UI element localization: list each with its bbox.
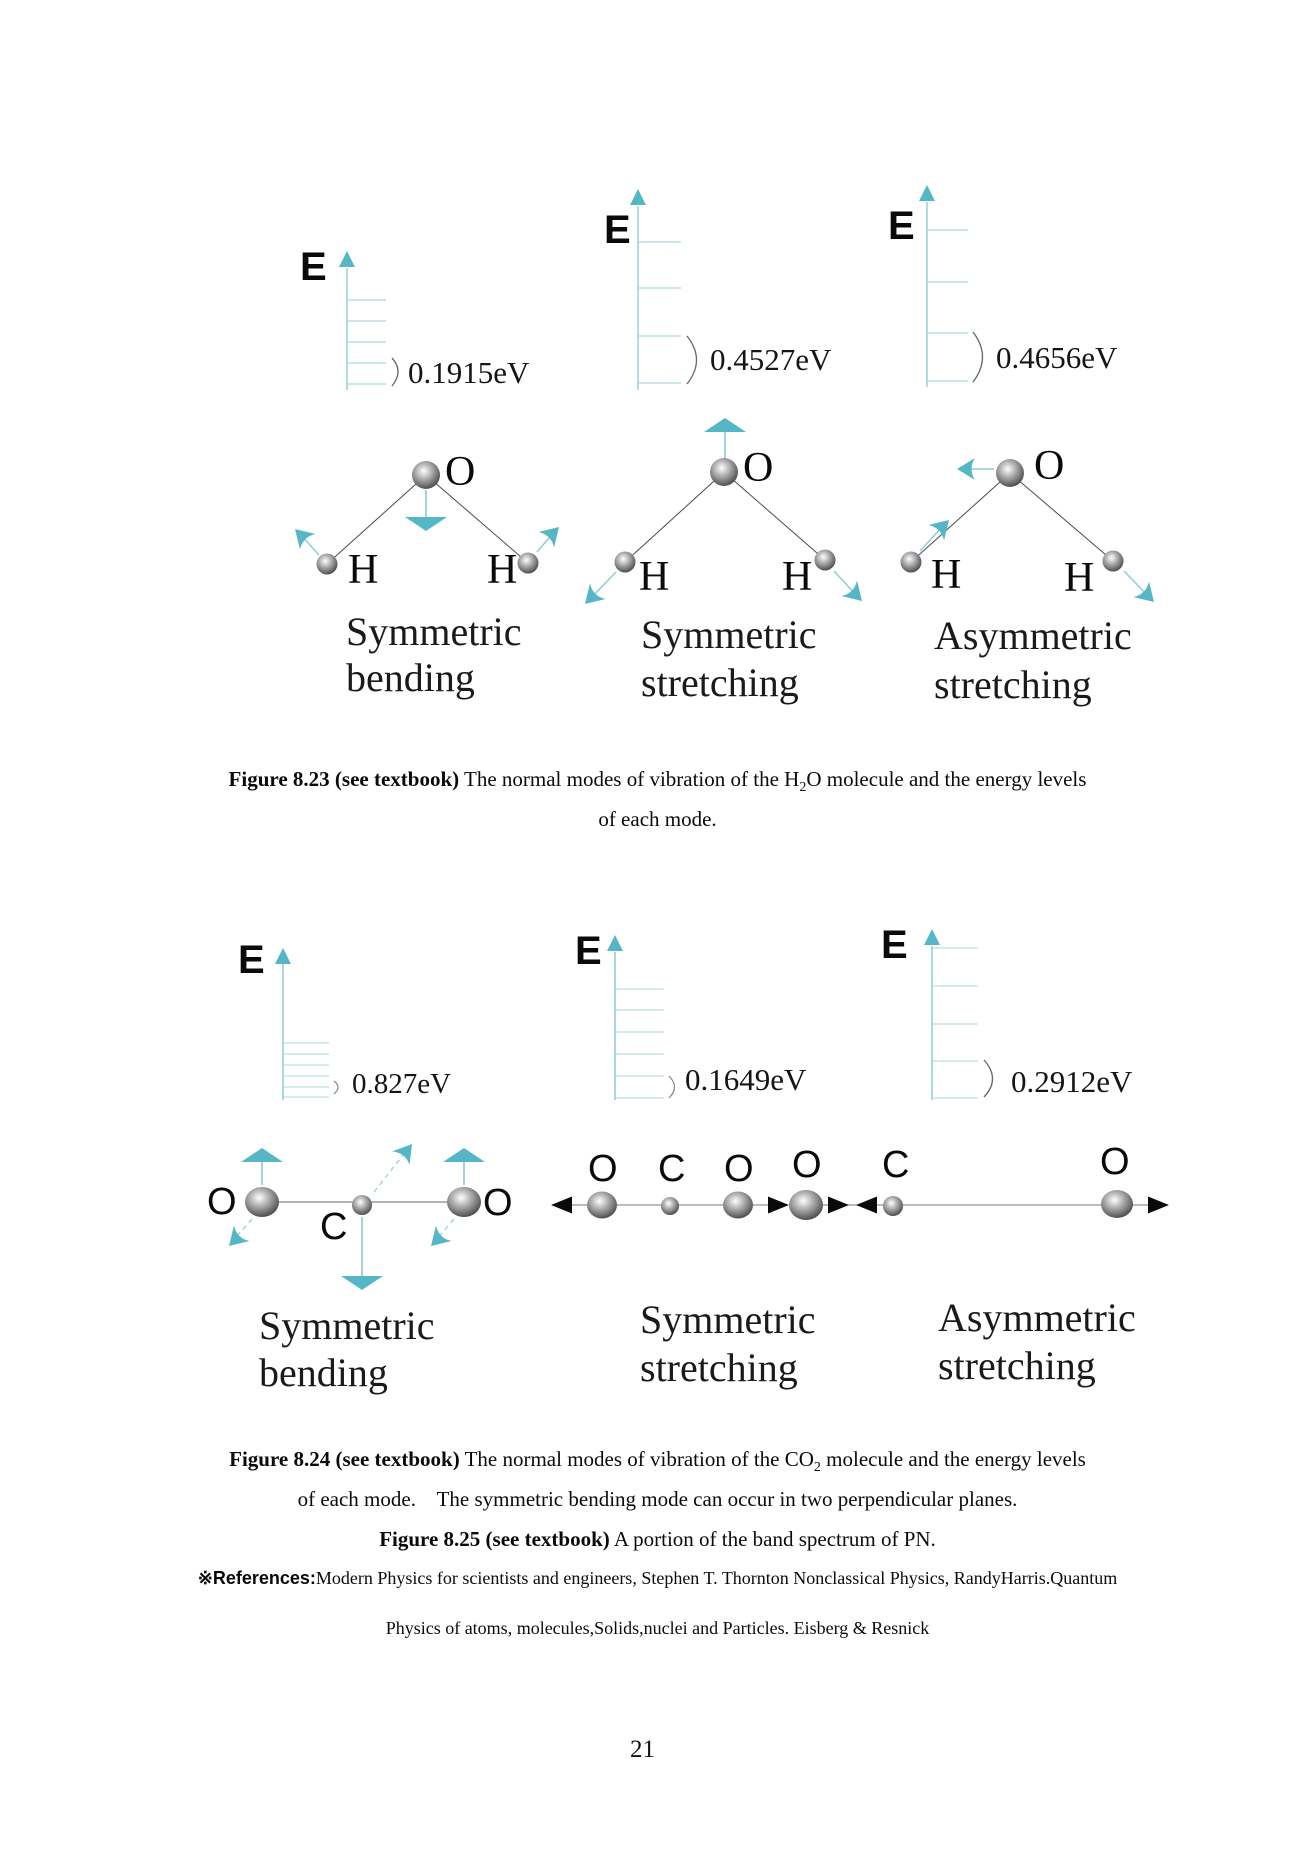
oxygen-label: O [445,449,476,495]
dashed-arrow-shaft [374,1150,407,1192]
up-right-arrow-icon [538,519,566,547]
energy-gap-brace [669,1076,675,1098]
bond [911,473,1010,562]
hydrogen-atom [317,554,338,575]
mode-label: Symmetric [259,1303,435,1348]
axis-arrow-icon [339,251,355,267]
figure-8-23-caption [0,766,1315,797]
bond [724,472,825,560]
right-arrow-icon [768,1197,789,1214]
up-right-arrow-icon [392,1137,420,1165]
oxygen-atom [1101,1190,1133,1218]
up-left-arrow-icon [287,521,315,549]
mode-label: Asymmetric [934,613,1132,658]
mode-label: stretching [934,662,1092,707]
hydrogen-label: H [348,547,379,593]
co2-molecule-asymmetric-stretching [789,1190,1169,1220]
axis-arrow-icon [275,948,291,964]
carbon-atom [661,1197,679,1215]
up-arrow-icon [704,418,746,432]
energy-axis-label: E [575,929,602,973]
carbon-atom [883,1196,903,1216]
energy-diagram-co2-bending [275,948,338,1100]
caption-text: O molecule and the energy levels [806,767,1087,791]
mode-label: Symmetric [346,609,522,654]
energy-diagram-co2-asymstretch [924,929,993,1100]
axis-arrow-icon [924,929,940,945]
hydrogen-atom [1103,551,1124,572]
subscript: 2 [813,1460,821,1476]
energy-gap-brace [334,1081,338,1094]
right-arrow-icon [1148,1197,1169,1214]
energy-axis-label: E [604,208,631,252]
down-arrow-icon [341,1276,383,1290]
energy-value-co2-bending: 0.827eV [352,1068,452,1100]
co2-molecule-symmetric-stretching [551,1192,789,1219]
energy-value-h2o-bending: 0.1915eV [408,355,530,390]
oxygen-atom [710,458,738,486]
oxygen-atom [789,1190,823,1220]
left-arrow-icon [551,1197,572,1214]
hydrogen-label: H [487,547,518,593]
axis-arrow-icon [607,935,623,951]
down-left-arrow-icon [423,1225,451,1253]
oxygen-label: O [743,445,774,491]
references-line1 [0,1568,1315,1589]
carbon-label: C [658,1148,686,1190]
right-arrow-icon [828,1197,849,1214]
energy-diagram-h2o-asymstretch [919,185,983,387]
hydrogen-label: H [782,554,813,600]
carbon-atom [352,1195,372,1215]
mode-label: stretching [641,660,799,705]
energy-diagram-h2o-bending [339,251,398,390]
bond [625,472,724,562]
mode-label: stretching [640,1345,798,1390]
figure-8-24-number: Figure 8.24 (see textbook) [229,1447,460,1471]
hydrogen-atom [815,550,836,571]
figure-8-23-caption-line2: of each mode. [598,807,717,831]
oxygen-atom [996,459,1024,487]
energy-value-h2o-symstretch: 0.4527eV [710,342,832,377]
oxygen-label: O [207,1181,237,1223]
oxygen-atom [723,1192,753,1219]
oxygen-atom [587,1192,617,1219]
axis-arrow-icon [630,189,646,205]
references-line2: Physics of atoms, molecules,Solids,nuclei and Particles. Eisberg & Resnick [385,1618,930,1638]
energy-gap-brace [392,358,398,386]
hydrogen-atom [615,552,636,573]
caption-text: molecule and the energy levels [820,1447,1086,1471]
oxygen-label: O [1100,1141,1130,1183]
oxygen-label: O [1034,443,1065,489]
hydrogen-label: H [1064,555,1095,601]
references-text: Modern Physics for scientists and engineers, Stephen T. Thornton Nonclassical Physics, RandyHarris.Quantum [315,1568,1118,1588]
energy-value-h2o-asymstretch: 0.4656eV [996,340,1118,375]
caption-text: The normal modes of vibration of the CO [459,1447,814,1471]
up-arrow-icon [241,1148,283,1162]
oxygen-atom [412,461,440,489]
page-number: 21 [630,1736,655,1763]
energy-diagram-h2o-symstretch [630,189,697,390]
figure-8-23-number: Figure 8.23 (see textbook) [228,767,460,791]
energy-axis-label: E [888,204,915,248]
energy-diagram-co2-symstretch [607,935,675,1100]
axis-arrow-icon [919,185,935,201]
hydrogen-atom [901,552,922,573]
figure-8-25-caption [0,1526,1315,1552]
h2o-molecule-symmetric-bending [287,461,567,575]
hydrogen-label: H [931,552,962,598]
figure-8-24-caption-line2: of each mode. The symmetric bending mode can occur in two perpendicular planes. [297,1487,1018,1511]
energy-value-co2-asymstretch: 0.2912eV [1011,1064,1133,1099]
energy-axis-label: E [300,245,327,289]
energy-value-co2-symstretch: 0.1649eV [685,1062,807,1097]
down-left-arrow-icon [221,1225,249,1253]
energy-axis-label: E [238,938,265,982]
figure-8-24-caption [0,1446,1315,1477]
h2o-molecule-symmetric-stretching [577,418,870,612]
energy-gap-brace [973,332,983,382]
mode-label: Asymmetric [938,1295,1136,1340]
caption-text: A portion of the band spectrum of PN. [609,1527,936,1551]
hydrogen-atom [518,553,539,574]
oxygen-label: O [792,1144,822,1186]
down-arrow-icon [405,517,447,531]
oxygen-atom [447,1187,481,1217]
hydrogen-label: H [639,554,670,600]
energy-gap-brace [984,1060,993,1097]
carbon-label: C [882,1144,910,1186]
oxygen-label: O [588,1148,618,1190]
figure-8-25-number: Figure 8.25 (see textbook) [379,1527,610,1551]
mode-label: stretching [938,1343,1096,1388]
energy-gap-brace [687,336,697,384]
mode-label: Symmetric [641,612,817,657]
energy-axis-label: E [881,923,908,967]
oxygen-label: O [483,1182,513,1224]
co2-molecule-symmetric-bending [221,1137,485,1290]
left-arrow-icon [856,1197,877,1214]
mode-label: Symmetric [640,1297,816,1342]
oxygen-atom [245,1187,279,1217]
oxygen-label: O [724,1148,754,1190]
subscript: 2 [799,780,807,796]
caption-text: The normal modes of vibration of the H [459,767,800,791]
up-arrow-icon [443,1148,485,1162]
mode-label: bending [259,1350,388,1395]
mode-label: bending [346,655,475,700]
carbon-label: C [320,1206,348,1248]
references-prefix: ※References: [197,1568,316,1588]
